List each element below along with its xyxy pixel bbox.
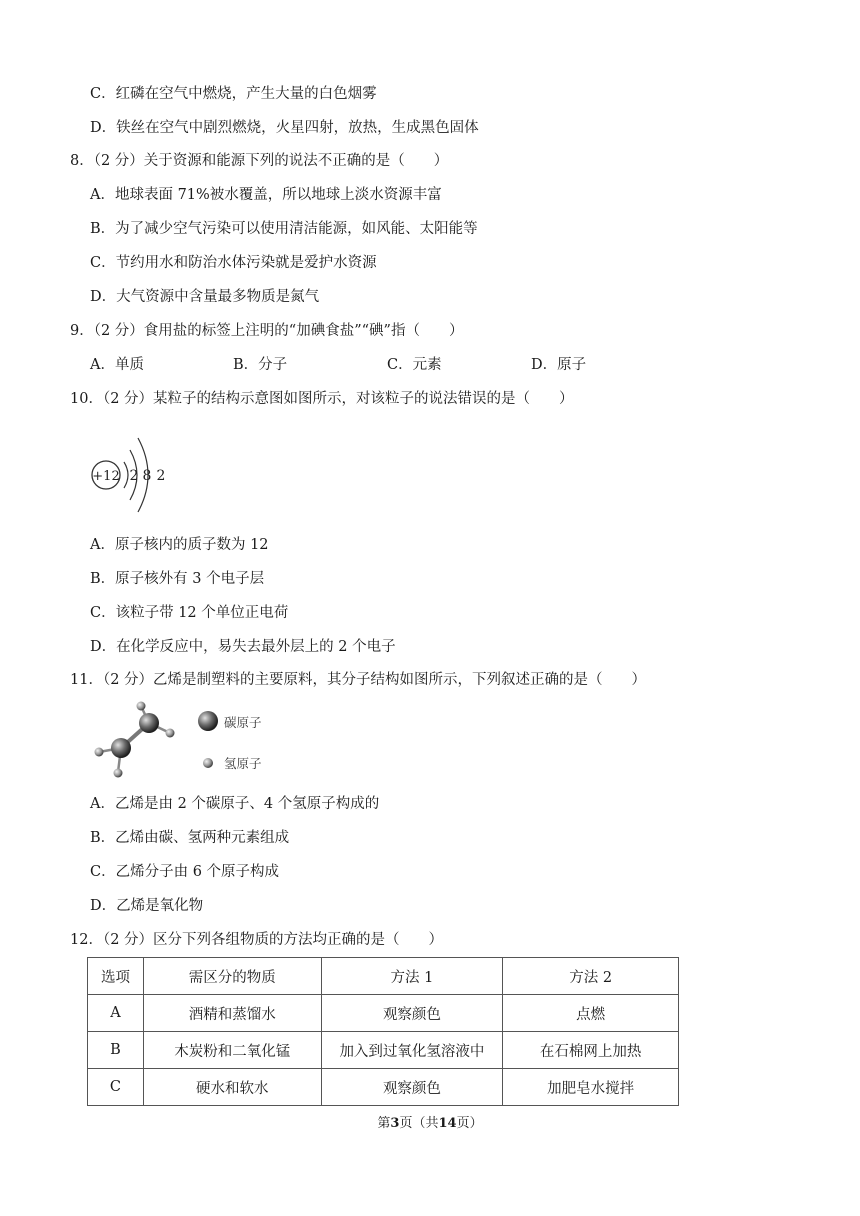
page-number: 3: [390, 1116, 400, 1131]
hydrogen-atom: [137, 702, 146, 711]
q9-stem: 9．（2 分）食用盐的标签上注明的“加碘食盐”“碘”指（ ）: [70, 323, 464, 339]
shell-3-electrons: 2: [156, 468, 166, 484]
table-row: [88, 1069, 679, 1106]
footer-suffix: 页）: [456, 1116, 483, 1131]
hydrogen-atom: [166, 729, 175, 738]
q10-option-d: D．在化学反应中，易失去最外层上的 2 个电子: [90, 639, 396, 655]
table-cell: 硬水和软水: [143, 1069, 321, 1106]
q7-option-c: C．红磷在空气中燃烧，产生大量的白色烟雾: [90, 86, 377, 102]
q11-option-d: D．乙烯是氧化物: [90, 898, 204, 914]
table-header-cell: 需区分的物质: [143, 958, 321, 995]
q9-options-row: [90, 355, 690, 375]
q9-option-c: C．元素: [387, 357, 442, 373]
molecule-bonds: [99, 706, 170, 772]
q11-option-b: B．乙烯由碳、氢两种元素组成: [90, 830, 290, 846]
hydrogen-atom: [95, 748, 104, 757]
table-header-cell: 方法 1: [321, 958, 503, 995]
table-cell: C: [88, 1069, 144, 1106]
q9-option-a: A．单质: [90, 357, 144, 373]
hydrogen-atom: [114, 769, 123, 778]
carbon-atom: [139, 713, 159, 733]
total-pages: 14: [438, 1116, 457, 1131]
carbon-atom: [111, 738, 131, 758]
q10-option-c: C．该粒子带 12 个单位正电荷: [90, 605, 289, 621]
q8-option-d: D．大气资源中含量最多物质是氮气: [90, 289, 320, 305]
table-cell: 在石棉网上加热: [503, 1032, 679, 1069]
table-cell: 点燃: [503, 995, 679, 1032]
legend-carbon-label: 碳原子: [224, 715, 262, 730]
table-row: [88, 1032, 679, 1069]
ethylene-molecule-diagram: [86, 700, 286, 782]
q10-stem: 10．（2 分）某粒子的结构示意图如图所示，对该粒子的说法错误的是（ ）: [70, 391, 574, 407]
q12-stem: 12．（2 分）区分下列各组物质的方法均正确的是（ ）: [70, 932, 444, 948]
q8-option-c: C．节约用水和防治水体污染就是爱护水资源: [90, 255, 377, 271]
table-cell: 木炭粉和二氧化锰: [143, 1032, 321, 1069]
shell-1-electrons: 2: [129, 468, 139, 484]
q11-stem: 11．（2 分）乙烯是制塑料的主要原料，其分子结构如图所示，下列叙述正确的是（ ）: [70, 672, 647, 688]
nucleus-charge: +12: [92, 469, 120, 484]
q11-option-a: A．乙烯是由 2 个碳原子、4 个氢原子构成的: [90, 796, 380, 812]
q9-option-d: D．原子: [531, 357, 587, 373]
table-cell: 加入到过氧化氢溶液中: [321, 1032, 503, 1069]
q9-option-b: B．分子: [233, 357, 288, 373]
shell-2-electrons: 8: [142, 468, 152, 484]
q8-option-b: B．为了减少空气污染可以使用清洁能源，如风能、太阳能等: [90, 221, 478, 237]
table-row: [88, 995, 679, 1032]
q7-option-d: D．铁丝在空气中剧烈燃烧，火星四射，放热，生成黑色固体: [90, 120, 479, 136]
legend-carbon-ball: [198, 711, 218, 731]
q12-table: [87, 957, 679, 1106]
table-header-row: [88, 958, 679, 995]
footer-prefix: 第: [377, 1116, 391, 1131]
q10-option-a: A．原子核内的质子数为 12: [90, 537, 269, 553]
table-cell: 酒精和蒸馏水: [143, 995, 321, 1032]
q8-stem: 8．（2 分）关于资源和能源下列的说法不正确的是（ ）: [70, 153, 449, 169]
table-cell: B: [88, 1032, 144, 1069]
legend-hydrogen-label: 氢原子: [224, 756, 262, 771]
table-header-cell: 方法 2: [503, 958, 679, 995]
legend-hydrogen-ball: [203, 758, 213, 768]
q10-option-b: B．原子核外有 3 个电子层: [90, 571, 265, 587]
atom-structure-diagram: [86, 420, 186, 520]
q8-option-a: A．地球表面 71%被水覆盖，所以地球上淡水资源丰富: [90, 187, 442, 203]
table-cell: A: [88, 995, 144, 1032]
q11-option-c: C．乙烯分子由 6 个原子构成: [90, 864, 280, 880]
page-footer: [0, 1112, 860, 1131]
footer-mid: 页（共: [399, 1116, 439, 1131]
table-cell: 观察颜色: [321, 1069, 503, 1106]
table-cell: 加肥皂水搅拌: [503, 1069, 679, 1106]
table-cell: 观察颜色: [321, 995, 503, 1032]
table-header-cell: 选项: [88, 958, 144, 995]
